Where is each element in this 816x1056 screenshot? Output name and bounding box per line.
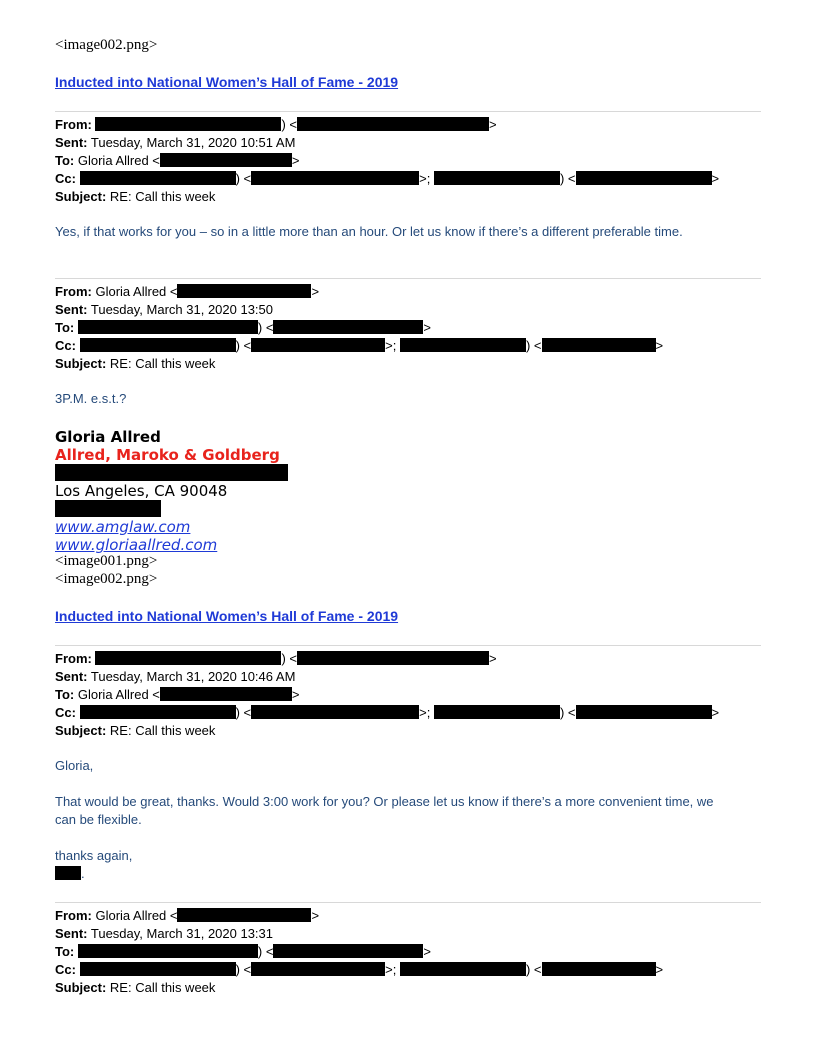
redaction — [251, 705, 419, 719]
email2-subject-line — [55, 355, 215, 373]
punct: ) < — [235, 705, 252, 720]
from-label: From: — [55, 651, 92, 666]
image-placeholder: <image001.png> — [55, 553, 158, 569]
email4-from-line — [55, 907, 319, 925]
redaction — [434, 705, 560, 719]
email1-to-line — [55, 152, 299, 170]
punct: . — [81, 866, 85, 881]
from-value: Gloria Allred < — [95, 284, 178, 299]
punct: ) < — [235, 171, 252, 186]
email3-body: That would be great, thanks. Would 3:00 work for you? Or please let us know if there’s a more convenient time, we — [55, 794, 714, 809]
punct: ) < — [281, 651, 298, 666]
punct: >; — [385, 962, 397, 977]
image-placeholder: <image002.png> — [55, 37, 158, 53]
redaction — [80, 962, 236, 976]
sent-label: Sent: — [55, 669, 88, 684]
signature-website-link[interactable]: www.amglaw.com — [55, 518, 191, 536]
redaction — [542, 962, 656, 976]
signature-city: Los Angeles, CA 90048 — [55, 482, 228, 500]
punct: > — [655, 962, 664, 977]
divider — [55, 902, 761, 903]
from-label: From: — [55, 284, 92, 299]
email1-sent-line — [55, 134, 295, 152]
redaction — [160, 687, 292, 701]
email3-sender-initials — [55, 866, 85, 881]
redaction — [400, 338, 526, 352]
punct: >; — [385, 338, 397, 353]
cc-label: Cc: — [55, 338, 76, 353]
hall-of-fame-link[interactable]: Inducted into National Women’s Hall of Fame - 2019 — [55, 608, 399, 624]
to-value: Gloria Allred < — [77, 153, 160, 168]
punct: ) < — [257, 320, 274, 335]
punct: ) < — [235, 338, 252, 353]
punct: > — [423, 944, 432, 959]
to-label: To: — [55, 687, 75, 702]
email2-body: 3P.M. e.s.t.? — [55, 391, 127, 406]
from-label: From: — [55, 117, 92, 132]
punct: ) < — [525, 338, 542, 353]
redaction — [78, 320, 258, 334]
redaction — [273, 944, 423, 958]
to-value: Gloria Allred < — [77, 687, 160, 702]
email2-to-line — [55, 319, 431, 337]
punct: ) < — [235, 962, 252, 977]
punct: > — [423, 320, 432, 335]
email3-body-cont: can be flexible. — [55, 812, 142, 827]
punct: ) < — [525, 962, 542, 977]
email1-cc-line — [55, 170, 719, 188]
redaction — [251, 171, 419, 185]
redaction — [78, 944, 258, 958]
email3-subject-line — [55, 722, 215, 740]
redaction — [80, 338, 236, 352]
redaction — [251, 338, 385, 352]
email2-from-line — [55, 283, 319, 301]
sent-value: Tuesday, March 31, 2020 10:51 AM — [90, 135, 296, 150]
image-placeholder: <image002.png> — [55, 571, 158, 587]
punct: ) < — [559, 705, 576, 720]
email3-closing: thanks again, — [55, 848, 133, 863]
redaction — [576, 705, 712, 719]
punct: > — [489, 651, 497, 666]
redaction — [434, 171, 560, 185]
cc-label: Cc: — [55, 705, 76, 720]
from-label: From: — [55, 908, 92, 923]
redaction — [55, 866, 81, 880]
email3-from-line — [55, 650, 497, 668]
subject-value: RE: Call this week — [109, 723, 216, 738]
subject-label: Subject: — [55, 723, 107, 738]
email2-sent-line — [55, 301, 273, 319]
punct: > — [489, 117, 497, 132]
redaction — [80, 705, 236, 719]
redaction — [160, 153, 292, 167]
punct: > — [291, 687, 300, 702]
sent-value: Tuesday, March 31, 2020 10:46 AM — [90, 669, 296, 684]
from-value: Gloria Allred < — [95, 908, 178, 923]
redaction — [95, 651, 281, 665]
punct: > — [311, 908, 320, 923]
punct: ) < — [559, 171, 576, 186]
punct: ) < — [281, 117, 298, 132]
email1-subject-line — [55, 188, 215, 206]
sent-value: Tuesday, March 31, 2020 13:50 — [90, 302, 274, 317]
email3-sent-line — [55, 668, 295, 686]
sent-label: Sent: — [55, 135, 88, 150]
email1-from-line — [55, 116, 497, 134]
email3-cc-line — [55, 704, 719, 722]
punct: >; — [419, 171, 431, 186]
subject-value: RE: Call this week — [109, 189, 216, 204]
redaction — [273, 320, 423, 334]
signature-firm: Allred, Maroko & Goldberg — [55, 446, 280, 464]
subject-label: Subject: — [55, 356, 107, 371]
redaction — [95, 117, 281, 131]
punct: ) < — [257, 944, 274, 959]
divider — [55, 278, 761, 279]
email2-cc-line — [55, 337, 663, 355]
punct: > — [711, 171, 720, 186]
to-label: To: — [55, 944, 75, 959]
punct: > — [655, 338, 664, 353]
redaction — [177, 908, 311, 922]
cc-label: Cc: — [55, 171, 76, 186]
redaction — [542, 338, 656, 352]
redaction — [297, 117, 489, 131]
signature-website-link[interactable]: www.gloriaallred.com — [55, 536, 218, 554]
redaction — [400, 962, 526, 976]
sent-label: Sent: — [55, 302, 88, 317]
email1-body: Yes, if that works for you – so in a little more than an hour. Or let us know if there’s a different preferable time. — [55, 224, 683, 239]
redaction — [251, 962, 385, 976]
redaction — [80, 171, 236, 185]
punct: >; — [419, 705, 431, 720]
redaction — [177, 284, 311, 298]
punct: > — [311, 284, 320, 299]
redaction — [55, 464, 288, 481]
cc-label: Cc: — [55, 962, 76, 977]
to-label: To: — [55, 153, 75, 168]
subject-value: RE: Call this week — [109, 980, 216, 995]
subject-label: Subject: — [55, 980, 107, 995]
email4-sent-line — [55, 925, 273, 943]
sent-value: Tuesday, March 31, 2020 13:31 — [90, 926, 274, 941]
punct: > — [711, 705, 720, 720]
sent-label: Sent: — [55, 926, 88, 941]
subject-label: Subject: — [55, 189, 107, 204]
email4-subject-line — [55, 979, 215, 997]
email4-cc-line — [55, 961, 663, 979]
email3-greeting: Gloria, — [55, 758, 94, 773]
subject-value: RE: Call this week — [109, 356, 216, 371]
signature-name: Gloria Allred — [55, 428, 161, 446]
email3-to-line — [55, 686, 299, 704]
divider — [55, 111, 761, 112]
redaction — [297, 651, 489, 665]
redaction — [55, 500, 161, 517]
punct: > — [291, 153, 300, 168]
divider — [55, 645, 761, 646]
redaction — [576, 171, 712, 185]
to-label: To: — [55, 320, 75, 335]
hall-of-fame-link[interactable]: Inducted into National Women’s Hall of Fame - 2019 — [55, 74, 399, 90]
email4-to-line — [55, 943, 431, 961]
